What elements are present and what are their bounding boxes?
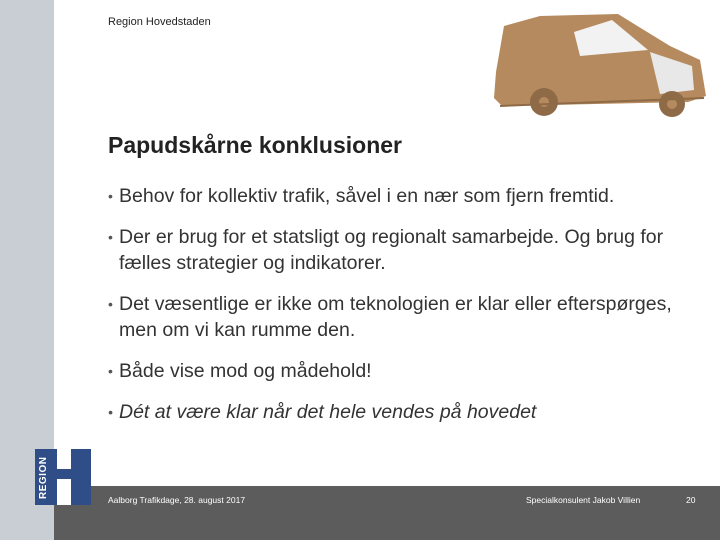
slide-title: Papudskårne konklusioner xyxy=(108,132,402,158)
bullet-item: • Det væsentlige er ikke om teknologien er klar eller efterspørges, men om vi kan rumme den. xyxy=(108,291,708,343)
bullet-item: • Der er brug for et statsligt og regionalt samarbejde. Og brug for fælles strategier og indikatorer. xyxy=(108,224,708,276)
cardboard-car-image xyxy=(478,6,714,124)
footer-presenter: Specialkonsulent Jakob Villien xyxy=(526,495,641,505)
bullet-item: • Både vise mod og mådehold! xyxy=(108,358,708,384)
header-organization: Region Hovedstaden xyxy=(108,16,211,28)
page-number: 20 xyxy=(686,495,696,505)
logo-text: REGION xyxy=(38,456,49,500)
bullet-list xyxy=(108,183,708,440)
bullet-item: • Behov for kollektiv trafik, såvel i en nær som fjern fremtid. xyxy=(108,183,708,209)
bullet-item: • Dét at være klar når det hele vendes på hovedet xyxy=(108,399,708,425)
footer-event: Aalborg Trafikdage, 28. august 2017 xyxy=(108,495,246,505)
